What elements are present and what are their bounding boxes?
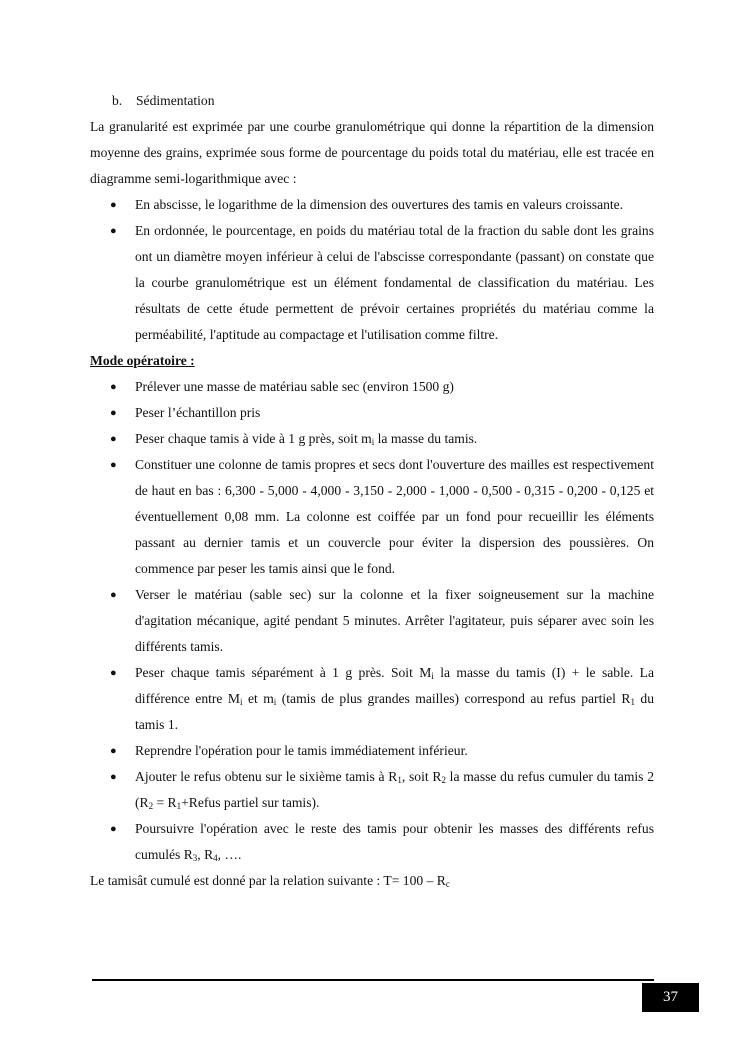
list-item	[90, 582, 654, 660]
subscript: 2	[148, 801, 154, 811]
mode-operatoire-heading: Mode opératoire :	[90, 353, 195, 368]
list-item	[90, 764, 654, 816]
bullet-icon: ●	[110, 745, 117, 757]
subscript: c	[445, 879, 450, 889]
list-item-text: la masse du tamis (I) + le sable. La différence entre M	[135, 665, 654, 706]
list-item-text: Peser chaque tamis séparément à 1 g près. Soit M	[135, 665, 432, 680]
subscript: i	[239, 697, 243, 707]
bullet-icon: ●	[110, 589, 117, 601]
steps-list	[90, 374, 654, 868]
bullet-icon: ●	[110, 823, 117, 835]
subscript: i	[273, 697, 277, 707]
list-item-text: Constituer une colonne de tamis propres et secs dont l'ouverture des mailles est respectivement de haut en bas : 6,300 - 5,000 - 4,000 - 3,150 - 2,000 - 1,000 - 0,500 - 0,315 - 0,200 - 0,125 et éventuellement 0,08 mm. La colonne est coiffée par un fond pour recueillir les éléments passant au dernier tamis et un couvercle pour éviter la dispersion des poussières. On commence par peser les tamis ainsi que le fond.	[135, 457, 654, 576]
list-item	[90, 192, 654, 218]
list-item-text: En abscisse, le logarithme de la dimension des ouvertures des tamis en valeurs croissante.	[135, 197, 624, 212]
subscript: i	[431, 671, 434, 681]
page-content	[90, 88, 654, 894]
subscript: 3	[192, 853, 198, 863]
list-item-text: Reprendre l'opération pour le tamis immédiatement inférieur.	[135, 743, 468, 758]
list-item-text: +Refus partiel sur tamis).	[181, 795, 320, 810]
list-item	[90, 400, 654, 426]
bullet-icon: ●	[110, 433, 117, 445]
list-item-text: Peser l’échantillon pris	[135, 405, 261, 420]
list-item-text: Prélever une masse de matériau sable sec (environ 1500 g)	[135, 379, 454, 394]
subscript: i	[371, 437, 375, 447]
list-item-text: , R	[197, 847, 214, 862]
list-item-text: = R	[153, 795, 177, 810]
list-item-text: , ….	[217, 847, 242, 862]
list-item-text: Peser chaque tamis à vide à 1 g près, soit m	[135, 431, 372, 446]
bullet-icon: ●	[110, 407, 117, 419]
intro-paragraph: La granularité est exprimée par une courbe granulométrique qui donne la répartition de la dimension moyenne des grains, exprimée sous forme de pourcentage du poids total du matériau, elle est tracée en diagramme semi-logarithmique avec :	[90, 119, 654, 186]
conclusion-text: Le tamisât cumulé est donné par la relation suivante : T= 100 – R	[90, 873, 446, 888]
list-item-text: Ajouter le refus obtenu sur le sixième tamis à R	[135, 769, 398, 784]
list-item-text: la masse du refus cumuler du tamis 2 (R	[135, 769, 654, 810]
list-item-text: (tamis de plus grandes mailles) correspond au refus partiel R	[276, 691, 631, 706]
list-item-text: la masse du tamis.	[374, 431, 478, 446]
list-item	[90, 660, 654, 738]
subsection-heading	[90, 88, 654, 114]
list-item-text: Verser le matériau (sable sec) sur la colonne et la fixer soigneusement sur la machine d'agitation mécanique, agité pendant 5 minutes. Arrêter l'agitateur, puis séparer avec soin les différents tamis.	[135, 587, 654, 654]
subsection-letter: b.	[112, 93, 123, 108]
list-item	[90, 452, 654, 582]
list-item	[90, 738, 654, 764]
bullet-icon: ●	[110, 459, 117, 471]
subscript: 4	[213, 853, 218, 863]
conclusion-line	[90, 868, 654, 894]
list-item-text: , soit R	[401, 769, 442, 784]
bullet-icon: ●	[110, 225, 117, 237]
list-item	[90, 816, 654, 868]
list-item	[90, 218, 654, 348]
list-item-text: En ordonnée, le pourcentage, en poids du matériau total de la fraction du sable dont les grains ont un diamètre moyen inférieur à celui de l'abscisse correspondante (passant) on constate que la courbe granulométrique est un élément fondamental de classification du matériau. Les résultats de cette étude permettent de prévoir certaines propriétés du matériau comme la perméabilité, l'aptitude au compactage et l'utilisation comme filtre.	[135, 223, 654, 342]
list-item	[90, 426, 654, 452]
bullet-icon: ●	[110, 199, 117, 211]
bullet-icon: ●	[110, 667, 117, 679]
bullet-icon: ●	[110, 381, 117, 393]
list-item-text: Poursuivre l'opération avec le reste des tamis pour obtenir les masses des différents refus cumulés R	[135, 821, 654, 862]
subsection-title: Sédimentation	[136, 93, 215, 108]
list-item	[90, 374, 654, 400]
subscript: 2	[441, 775, 446, 785]
subscript: 1	[397, 775, 402, 785]
bullet-icon: ●	[110, 771, 117, 783]
subscript: 1	[176, 801, 182, 811]
axes-list	[90, 192, 654, 348]
subscript: 1	[630, 697, 635, 707]
list-item-text: du tamis 1.	[135, 691, 654, 732]
list-item-text: et m	[242, 691, 274, 706]
footer-divider	[92, 979, 654, 981]
page-number: 37	[642, 983, 699, 1012]
